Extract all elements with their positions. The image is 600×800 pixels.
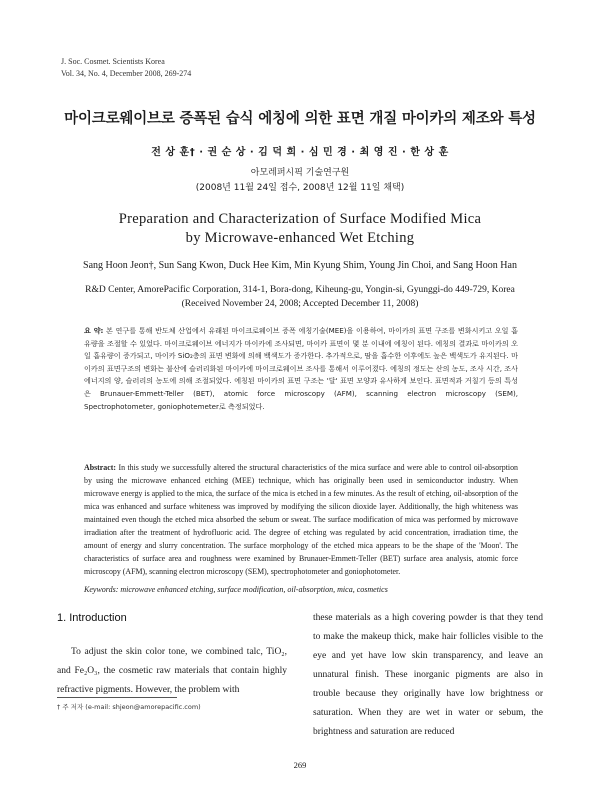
english-abstract: [84, 461, 518, 578]
journal-name: J. Soc. Cosmet. Scientists Korea: [61, 57, 165, 66]
intro-left-column: [57, 643, 287, 700]
english-title-line1: Preparation and Characterization of Surface Modified Mica: [118, 211, 482, 227]
korean-title: 마이크로웨이브로 증폭된 습식 에칭에 의한 표면 개질 마이카의 제조와 특성: [64, 111, 536, 127]
korean-authors: 전 상 훈† · 권 순 상 · 김 덕 희 · 심 민 경 · 최 영 진 · 한 상 훈: [151, 147, 449, 158]
korean-abstract-label: 요 약:: [84, 326, 104, 335]
intro-left-text: To adjust the skin color tone, we combined talc, TiO₂, and Fe₂O₃, the cosmetic raw materials that contain highly refractive pigments. However, the problem with: [57, 647, 287, 695]
english-authors: Sang Hoon Jeon†, Sun Sang Kwon, Duck Hee Kim, Min Kyung Shim, Young Jin Choi, and Sang Hoon Han: [83, 260, 517, 271]
corresponding-author-footnote: † 주 저자 (e-mail: shjeon@amorepacific.com): [57, 703, 201, 711]
english-abstract-text: In this study we successfully altered the structural characteristics of the mica surface and were able to control oil-absorption by using the microwave enhanced etching (MEE) technique, which has originally been used in semiconductor industry. When microwave energy is applied to the mica, the surface of the mica is etched in a few minutes. As the result of etching, oil-absorption of the mica was enhanced and surface whiteness was improved by modifying the silicon dioxide layer. Additionally, the high whiteness was maintained even though the etched mica absorbed the sebum or sweat. The surface modification of mica was performed by microwave irradiation after the treatment of hydrofluoric acid. The degree of etching was regulated by acid concentration, irradiation time, the amount of energy and slurry concentration. The surface morphology of the etched mica appears to be the shape of the 'Moon'. The characteristics of surface area and roughness were examined by Brunauer-Emmett-Teller (BET) surface area analysis, atomic force microscopy (AFM), scanning electron microscopy (SEM), spectrophotometer and goniophotometer.: [84, 463, 518, 576]
english-title-line2: by Microwave-enhanced Wet Etching: [185, 230, 415, 246]
english-affiliation-block: [0, 283, 600, 311]
journal-header: [61, 56, 191, 80]
journal-volume: Vol. 34, No. 4, December 2008, 269-274: [61, 69, 192, 78]
korean-affiliation: 아모레퍼시픽 기술연구원: [250, 168, 350, 178]
keywords-label: Keywords:: [84, 585, 119, 594]
section-heading-introduction: 1. Introduction: [57, 612, 127, 624]
korean-affiliation-block: [0, 166, 600, 196]
korean-dates: (2008년 11월 24일 접수, 2008년 12월 11일 채택): [195, 183, 405, 193]
keywords: [84, 585, 524, 594]
english-abstract-label: Abstract:: [84, 463, 116, 472]
intro-right-column: these materials as a high covering powder is that they tend to make the makeup thick, make hair follicles visible to the eye and yet have low skin transparency, and leave an unnatural finish. These inorganic pigments are also in trouble because they originally have low brightness or saturation. When they are wet in water or sebum, the brightness and saturation are reduced: [313, 613, 543, 737]
keywords-text: microwave enhanced etching, surface modification, oil-absorption, mica, cosmetics: [120, 585, 388, 594]
english-title: [0, 210, 600, 248]
footnote-divider: [57, 697, 177, 698]
english-affiliation: R&D Center, AmorePacific Corporation, 314-1, Bora-dong, Kiheung-gu, Yongin-si, Gyunggi-do 449-729, Korea: [85, 285, 515, 295]
page-number: 269: [293, 760, 307, 770]
korean-abstract-text: 본 연구를 통해 반도체 산업에서 유래된 마이크로웨이브 증폭 에칭기술(MEE)을 이용하여, 마이카의 표면 구조를 변화시키고 오일 흡유량을 조절할 수 있었다. 마이크로웨이브 에너지가 마이카에 조사되면, 마이카 표면이 몇 분 이내에 에칭이 된다. 에칭의 결과로 마이카의 오일 흡유량이 증가되고, 마이카 SiO₂층의 표면 변화에 의해 백색도가 증가한다. 추가적으로, 땀을 흡수한 이후에도 높은 백색도가 유지된다. 마이카의 표면구조의 변화는 불산에 슬러리화된 마이카에 마이크로웨이브 조사를 통해서 이루어졌다. 에칭의 정도는 산의 농도, 조사 시간, 조사 에너지의 양, 슬러리의 농도에 의해 조절되었다. 에칭된 마이카의 표면 구조는 '달' 표면 모양과 유사하게 보인다. 표면적과 거칠기 등의 특성은 Brunauer-Emmett-Teller (BET), atomic force microscopy (AFM), scanning electron microscopy (SEM), Spectrophotometer, goniophotemeter로 측정되었다.: [84, 326, 518, 411]
korean-abstract: [84, 325, 518, 413]
english-dates: (Received November 24, 2008; Accepted December 11, 2008): [181, 299, 419, 309]
